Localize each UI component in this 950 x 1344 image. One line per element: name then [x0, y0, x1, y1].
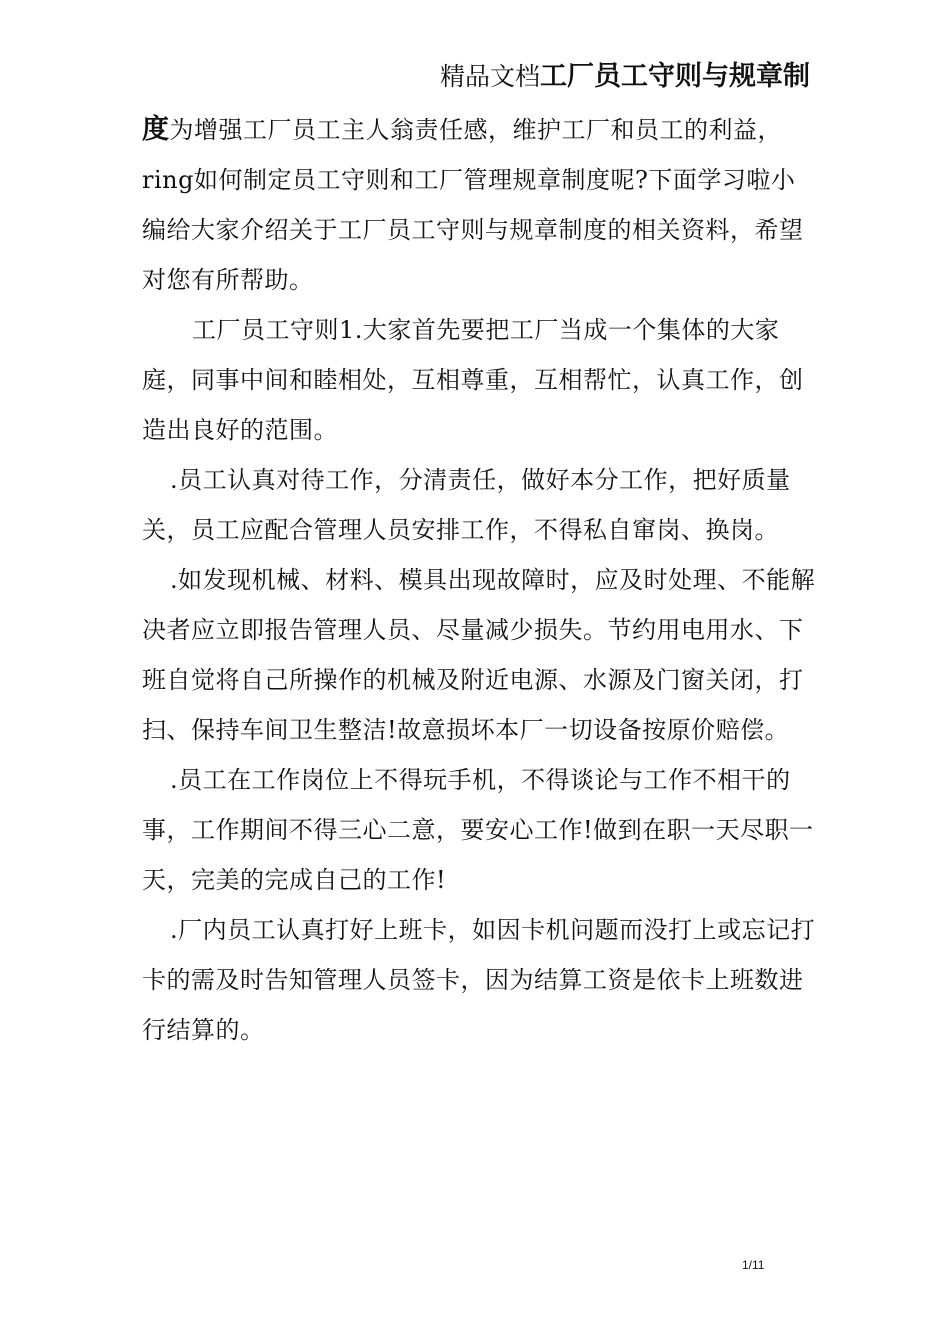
- rule-paragraph-2: .员工认真对待工作，分清责任，做好本分工作，把好质量关，员工应配合管理人员安排工作，不得私自窜岗、换岗。: [142, 466, 791, 544]
- rule-paragraph-5: .厂内员工认真打好上班卡，如因卡机问题而没打上或忘记打卡的需及时告知管理人员签卡，因为结算工资是依卡上班数进行结算的。: [142, 916, 816, 1044]
- document-header: [440, 52, 810, 102]
- title-continuation: 度: [142, 114, 170, 145]
- intro-paragraph: [142, 105, 817, 305]
- rule-paragraph-1: 工厂员工守则1.大家首先要把工厂当成一个集体的大家庭，同事中间和睦相处，互相尊重，互相帮忙，认真工作，创造出良好的范围。: [142, 316, 804, 444]
- page-number: 1/11: [742, 1258, 765, 1272]
- rule-paragraph-3: .如发现机械、材料、模具出现故障时，应及时处理、不能解决者应立即报告管理人员、尽量减少损失。节约用电用水、下班自觉将自己所操作的机械及附近电源、水源及门窗关闭，打扫、保持车间卫生整洁!故意损坏本厂一切设备按原价赔偿。: [142, 566, 816, 744]
- document-body: [142, 105, 817, 1055]
- header-label: 精品文档: [439, 62, 540, 91]
- document-title: 工厂员工守则与规章制: [540, 61, 810, 92]
- rule-paragraph-4: .员工在工作岗位上不得玩手机，不得谈论与工作不相干的事，工作期间不得三心二意，要安心工作!做到在职一天尽职一天，完美的完成自己的工作!: [142, 766, 814, 894]
- intro-text: 为增强工厂员工主人翁责任感，维护工厂和员工的利益，ring如何制定员工守则和工厂管理规章制度呢?下面学习啦小编给大家介绍关于工厂员工守则与规章制度的相关资料，希望对您有所帮助。: [142, 116, 804, 294]
